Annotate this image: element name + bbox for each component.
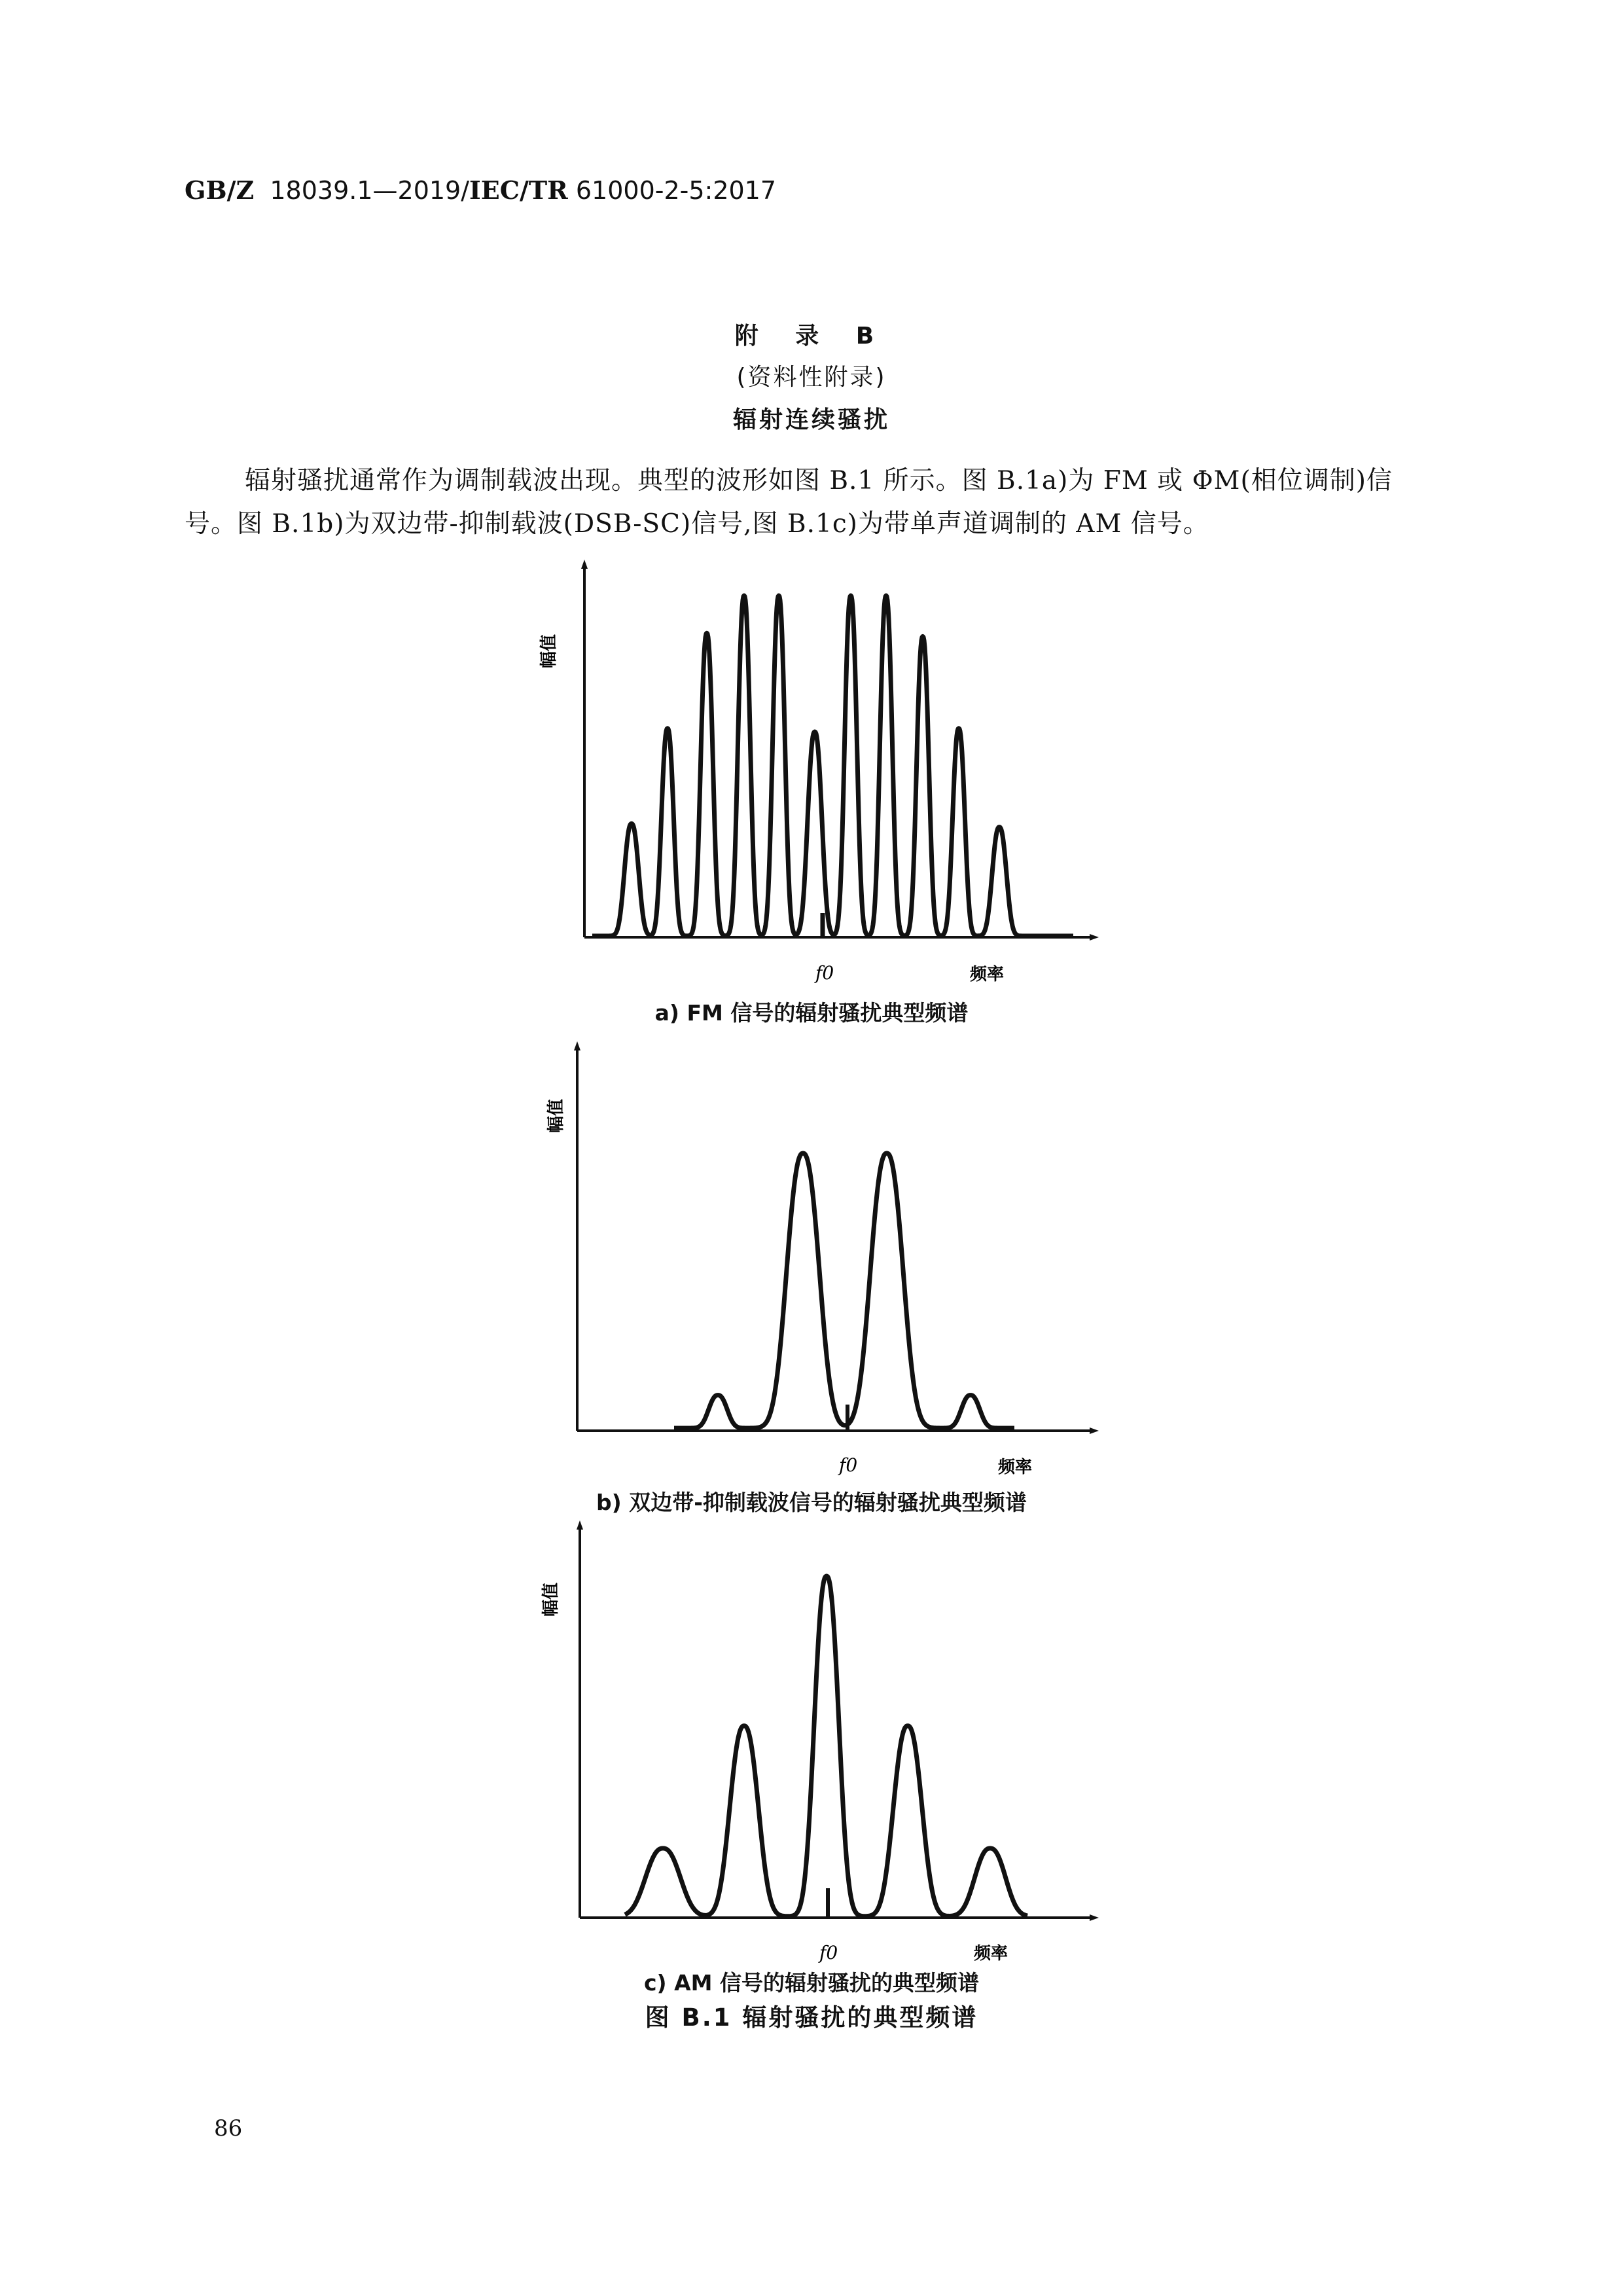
figure-caption: 图 B.1 辐射骚扰的典型频谱 [645, 2003, 978, 2032]
x-axis-label: 频率 [970, 965, 1005, 984]
std-number: 18039.1—2019/ [270, 176, 470, 205]
spectrum-curve [674, 1153, 1014, 1428]
subfigure-c [541, 1525, 1094, 1964]
f0-label: f0 [839, 1454, 858, 1476]
y-axis-label: 幅值 [546, 1098, 566, 1134]
x-axis-label: 频率 [974, 1944, 1008, 1964]
spectrum-curve [625, 1576, 1027, 1916]
iec-prefix: IEC/TR [469, 175, 568, 205]
subfigure-c-caption: c) AM 信号的辐射骚扰的典型频谱 [644, 1970, 979, 1996]
f0-label: f0 [819, 1942, 838, 1964]
body-paragraph: 辐射骚扰通常作为调制载波出现。典型的波形如图 B.1 所示。图 B.1a)为 FM 或 ΦM(相位调制)信号。图 B.1b)为双边带-抑制载波(DSB-SC)信号,图 B.1c)为带单声道调制的 AM 信号。 [185, 466, 1393, 539]
std-prefix: GB/Z [185, 175, 255, 205]
subfigure-b [546, 1046, 1094, 1477]
f0-label: f0 [815, 962, 834, 984]
annex-title: 附 录 B [734, 323, 889, 350]
annex-name: 辐射连续骚扰 [732, 406, 890, 433]
subfigure-b-caption: b) 双边带-抑制载波信号的辐射骚扰典型频谱 [596, 1490, 1027, 1515]
spectrum-curve [592, 596, 1073, 936]
annex-type: (资料性附录) [736, 364, 887, 391]
page-number: 86 [214, 2115, 243, 2142]
iec-number: 61000-2-5:2017 [575, 176, 777, 205]
subfigure-a [539, 564, 1094, 984]
y-axis-label: 幅值 [539, 634, 559, 669]
x-axis-label: 频率 [998, 1458, 1033, 1477]
subfigure-a-caption: a) FM 信号的辐射骚扰典型频谱 [654, 1000, 969, 1026]
y-axis-label: 幅值 [541, 1582, 561, 1617]
